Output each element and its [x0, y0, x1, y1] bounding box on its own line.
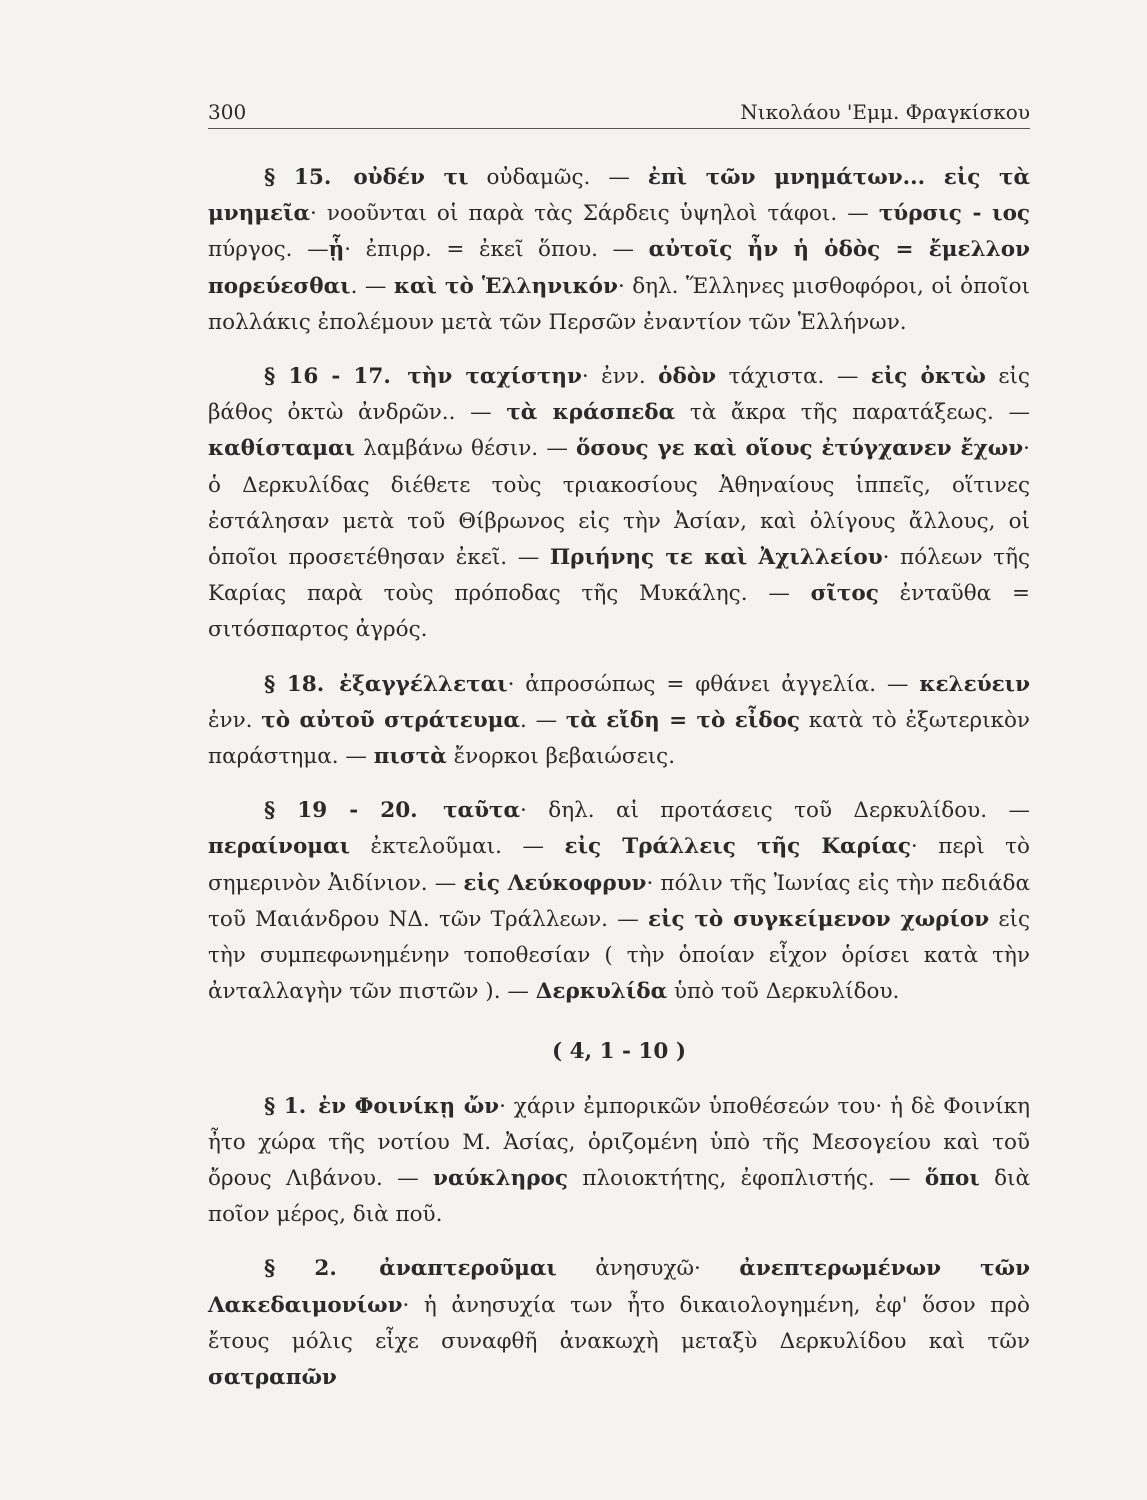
lemma: εἰς ὀκτὼ — [870, 364, 986, 390]
lemma: αὐτοῖς ἦν ἡ ὁδὸς = ἔμελλον πορεύεσθαι — [208, 237, 1030, 299]
section-number: § 19 - 20. — [264, 798, 418, 824]
gloss: ἐκτελοῦμαι. — — [350, 834, 565, 860]
lemma: ἐπὶ τῶν μνημάτων... εἰς τὰ μνημεῖα — [208, 165, 1030, 227]
gloss: . — — [520, 707, 566, 733]
lemma: τύρσις - ιος — [878, 201, 1030, 227]
gloss: · ὁ Δερκυλίδας διέθετε τοὺς τριακοσίους Ἀθηναίους ἱππεῖς, οἵτινες ἐστάλησαν μετὰ τοῦ Θίβρωνος εἰς τὴν Ἀσίαν, καὶ ὀλίγους ἄλλους, οἱ ὁποῖοι προσετέθησαν ἐκεῖ. — — [208, 436, 1030, 571]
gloss: · χάριν ἐμπορικῶν ὑποθέσεών του· ἡ δὲ Φοινίκη ἦτο χώρα τῆς νοτίου Μ. Ἀσίας, ὁριζομένη ὑπὸ τῆς Μεσογείου καὶ τοῦ ὄρους Λιβάνου. — — [208, 1093, 1031, 1192]
gloss: τάχιστα. — — [716, 364, 871, 390]
lemma: ὁδὸν — [658, 364, 717, 390]
lemma: πιστὰ — [373, 744, 447, 770]
gloss: · ἐνν. — [581, 364, 659, 390]
gloss: · πόλιν τῆς Ἰωνίας εἰς τὴν πεδιάδα τοῦ Μαιάνδρου ΝΔ. τῶν Τράλλεων. — — [208, 870, 1030, 932]
lemma: σατραπῶν — [208, 1365, 337, 1391]
gloss: διὰ ποῖον μέρος, διὰ ποῦ. — [208, 1166, 1031, 1228]
commentary-group-1 — [208, 160, 1030, 1010]
gloss: εἰς τὴν συμπεφωνημένην τοποθεσίαν ( τὴν ὁποίαν εἶχον ὁρίσει κατὰ τὴν ἀνταλλαγὴν τῶν πιστῶν ). — — [208, 906, 1031, 1005]
gloss: · ἀπροσώπως = φθάνει ἀγγελία. — — [507, 671, 920, 697]
gloss: εἰς βάθος ὀκτὼ ἀνδρῶν.. — — [208, 364, 1030, 426]
gloss: ἐνν. — [208, 707, 262, 733]
lemma: κελεύειν — [919, 671, 1030, 697]
section-number: § 1. — [264, 1093, 307, 1119]
lemma: ὅποι — [924, 1166, 980, 1192]
gloss: λαμβάνω θέσιν. — — [354, 436, 577, 462]
commentary-paragraph — [208, 160, 1030, 341]
gloss: · ἐπιρρ. = ἐκεῖ ὅπου. — — [344, 237, 649, 263]
gloss: οὐδαμῶς. — — [468, 165, 648, 190]
lemma: τὸ αὐτοῦ στράτευμα — [261, 707, 520, 733]
page-header — [208, 100, 1030, 129]
lemma: τὰ εἴδη = τὸ εἶδος — [565, 707, 801, 733]
section-number: § 16 - 17. — [264, 364, 391, 390]
commentary-paragraph — [208, 1089, 1030, 1234]
gloss: ἐνταῦθα = σιτόσπαρτος ἀγρός. — [208, 581, 1030, 643]
lemma: ἀνεπτερωμένων τῶν Λακεδαιμονίων — [208, 1256, 1030, 1318]
commentary-paragraph — [208, 667, 1030, 776]
section-number: § 18. — [264, 671, 325, 697]
section-number: § 15. — [264, 165, 332, 190]
section-number: § 2. — [264, 1256, 337, 1282]
gloss: . — — [350, 273, 394, 299]
commentary-paragraph — [208, 1251, 1030, 1396]
lemma: ἐξαγγέλλεται — [339, 671, 508, 697]
lemma: ταῦτα — [443, 798, 521, 824]
commentary-group-2 — [208, 1089, 1030, 1397]
lemma: οὐδέν τι — [353, 165, 469, 190]
lemma: ἐν Φοινίκῃ ὤν — [318, 1093, 500, 1119]
gloss: · δηλ. αἱ προτάσεις τοῦ Δερκυλίδου. — — [520, 798, 1030, 824]
gloss: ἀνησυχῶ· — [556, 1256, 740, 1282]
lemma: τὰ κράσπεδα — [506, 400, 676, 426]
lemma: ὅσους γε καὶ οἵους ἐτύγχανεν ἔχων — [576, 436, 1024, 462]
lemma: ναύκληρος — [433, 1166, 568, 1192]
gloss: ἔνορκοι βεβαιώσεις. — [446, 744, 676, 770]
gloss: ὑπὸ τοῦ Δερκυλίδου. — [667, 979, 900, 1005]
running-head: Νικολάου 'Εμμ. Φραγκίσκου — [740, 100, 1030, 124]
gloss: · πόλεων τῆς Καρίας παρὰ τοὺς πρόποδας τῆς Μυκάλης. — — [208, 545, 1030, 607]
chapter-heading: ( 4, 1 - 10 ) — [551, 1039, 687, 1065]
gloss: πλοιοκτήτης, ἐφοπλιστής. — — [567, 1166, 925, 1192]
lemma: ᾗ — [328, 237, 345, 263]
gloss: κατὰ τὸ ἐξωτερικὸν παράστημα. — — [208, 707, 1030, 770]
lemma: τὴν ταχίστην — [407, 364, 582, 390]
page-body — [208, 160, 1030, 1414]
commentary-paragraph — [208, 359, 1030, 649]
lemma: περαίνομαι — [208, 834, 350, 860]
gloss: τὰ ἄκρα τῆς παρατάξεως. — — [675, 400, 1030, 426]
gloss: · δηλ. Ἕλληνες μισθοφόροι, οἱ ὁποῖοι πολλάκις ἐπολέμουν μετὰ τῶν Περσῶν ἐναντίον τῶν Ἑλλήνων. — [208, 273, 1030, 335]
lemma: εἰς Τράλλεις τῆς Καρίας — [564, 834, 911, 860]
page-number: 300 — [208, 100, 247, 124]
lemma: καὶ τὸ Ἑλληνικόν — [393, 273, 618, 299]
commentary-paragraph — [208, 793, 1030, 1010]
lemma: καθίσταμαι — [208, 436, 355, 462]
lemma: Πριήνης τε καὶ Ἀχιλλείου — [549, 545, 883, 571]
lemma: σῖτος — [810, 581, 879, 607]
gloss: · ἡ ἀνησυχία των ἦτο δικαιολογημένη, ἐφ' ὅσον πρὸ ἔτους μόλις εἶχε συναφθῆ ἀνακωχὴ μεταξὺ Δερκυλίδου καὶ τῶν — [208, 1292, 1030, 1354]
lemma: ἀναπτεροῦμαι — [379, 1256, 557, 1282]
lemma: εἰς τὸ συγκείμενον χωρίον — [648, 906, 990, 932]
gloss: · περὶ τὸ σημερινὸν Ἀιδίνιον. — — [208, 834, 1030, 896]
gloss: · νοοῦνται οἱ παρὰ τὰς Σάρδεις ὑψηλοὶ τάφοι. — — [310, 201, 879, 227]
lemma: εἰς Λεύκοφρυν — [463, 870, 647, 896]
gloss: πύργος. — — [208, 237, 329, 263]
lemma: Δερκυλίδα — [535, 979, 668, 1005]
